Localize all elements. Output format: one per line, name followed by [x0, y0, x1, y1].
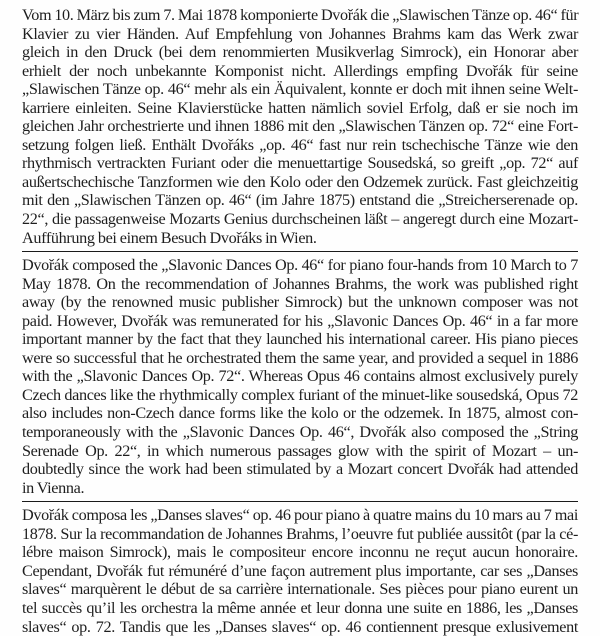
text-line: 1878. Sur la recommandation de Johannes Brahms, l’oeuvre fut publiée aussitôt (par la cé-: [22, 525, 578, 544]
text-line: Cependant, Dvořák fut rémunéré d’une façon autrement plus importante, car ses „Danses: [22, 562, 578, 581]
text-line: Serenade Op. 22“, in which numerous passages glow with the spirit of Mozart – un-: [22, 442, 578, 461]
section-divider: [22, 501, 578, 502]
text-line: in Vienna.: [22, 479, 578, 498]
text-line: with the „Slavonic Dances Op. 72“. Whereas Opus 46 contains almost exclusively purely: [22, 367, 578, 386]
text-line: May 1878. On the recommendation of Johannes Brahms, the work was published right: [22, 275, 578, 294]
text-line: setzung folgen ließ. Enthält Dvořáks „op. 46“ fast nur rein tschechische Tänze wie den: [22, 136, 578, 155]
text-line: mit den „Slawischen Tänzen op. 46“ (im Jahre 1875) entstand die „Streicherserenade op.: [22, 191, 578, 210]
text-line: Klavier zu vier Händen. Auf Empfehlung von Johannes Brahms kam das Werk zwar: [22, 25, 578, 44]
text-line: gleich in den Druck (bei dem renommierten Musikverlag Simrock), ein Honorar aber: [22, 43, 578, 62]
text-line: Aufführung bei einem Besuch Dvořáks in Wien.: [22, 229, 578, 248]
paragraph-german: [22, 6, 578, 247]
text-line: Vom 10. März bis zum 7. Mai 1878 komponierte Dvořák die „Slawischen Tänze op. 46“ für: [22, 6, 578, 25]
booklet-page: [22, 6, 578, 636]
text-line: paid. However, Dvořák was remunerated for his „Slavonic Dances Op. 46“ in a far more: [22, 312, 578, 331]
text-line: karriere einleiten. Seine Klavierstücke hatten nämlich soviel Erfolg, daß er sie noch im: [22, 99, 578, 118]
text-line: erhielt der noch unbekannte Komponist nicht. Allerdings empfing Dvořák für seine: [22, 62, 578, 81]
text-line: Dvořák composa les „Danses slaves“ op. 46 pour piano à quatre mains du 10 mars au 7 mai: [22, 506, 578, 525]
text-line: temporaneously with the „Slavonic Dances Op. 46“, Dvořák also composed the „String: [22, 423, 578, 442]
text-line: Dvořák composed the „Slavonic Dances Op. 46“ for piano four-hands from 10 March to 7: [22, 256, 578, 275]
paragraph-english: [22, 256, 578, 497]
text-line: „Slawischen Tänze op. 46“ mehr als ein Äquivalent, konnte er doch mit ihnen seine Welt-: [22, 80, 578, 99]
text-line: gleichen Jahr orchestrierte und ihnen 1886 mit den „Slawischen Tänzen op. 72“ eine Fort-: [22, 117, 578, 136]
text-line: doubtedly since the work had been stimulated by a Mozart concert Dvořák had attended: [22, 460, 578, 479]
text-line: lébre maison Simrock), mais le compositeur encore inconnu ne reçut aucun honoraire.: [22, 543, 578, 562]
text-line: were so successful that he orchestrated them the same year, and provided a sequel in 1886: [22, 349, 578, 368]
paragraph-french: [22, 506, 578, 636]
text-line: also includes non-Czech dance forms like the kolo or the odzemek. In 1875, almost con-: [22, 404, 578, 423]
text-line: slaves“ marquèrent le début de sa carrière internationale. Ses pièces pour piano eurent un: [22, 580, 578, 599]
text-line: 22“, die passagenweise Mozarts Genius durchscheinen läßt – angeregt durch eine Mozart-: [22, 210, 578, 229]
text-line: Czech dances like the rhythmically complex furiant of the minuet-like sousedská, Opus 72: [22, 386, 578, 405]
section-divider: [22, 251, 578, 252]
text-line: rhythmisch vertrackten Furiant oder die menuettartige Sousedská, so greift „op. 72“ auf: [22, 154, 578, 173]
text-line: important manner by the fact that they launched his international career. His piano pieces: [22, 330, 578, 349]
text-line: slaves“ op. 72. Tandis que les „Danses slaves“ op. 46 contiennent presque exlusivement: [22, 618, 578, 636]
text-line: außertschechische Tanzformen wie den Kolo oder den Odzemek zurück. Fast gleichzeitig: [22, 173, 578, 192]
text-line: tel succès qu’il les orchestra la même année et leur donna une suite en 1886, les „Danses: [22, 599, 578, 618]
text-line: away (by the renowned music publisher Simrock) but the unknown composer was not: [22, 293, 578, 312]
